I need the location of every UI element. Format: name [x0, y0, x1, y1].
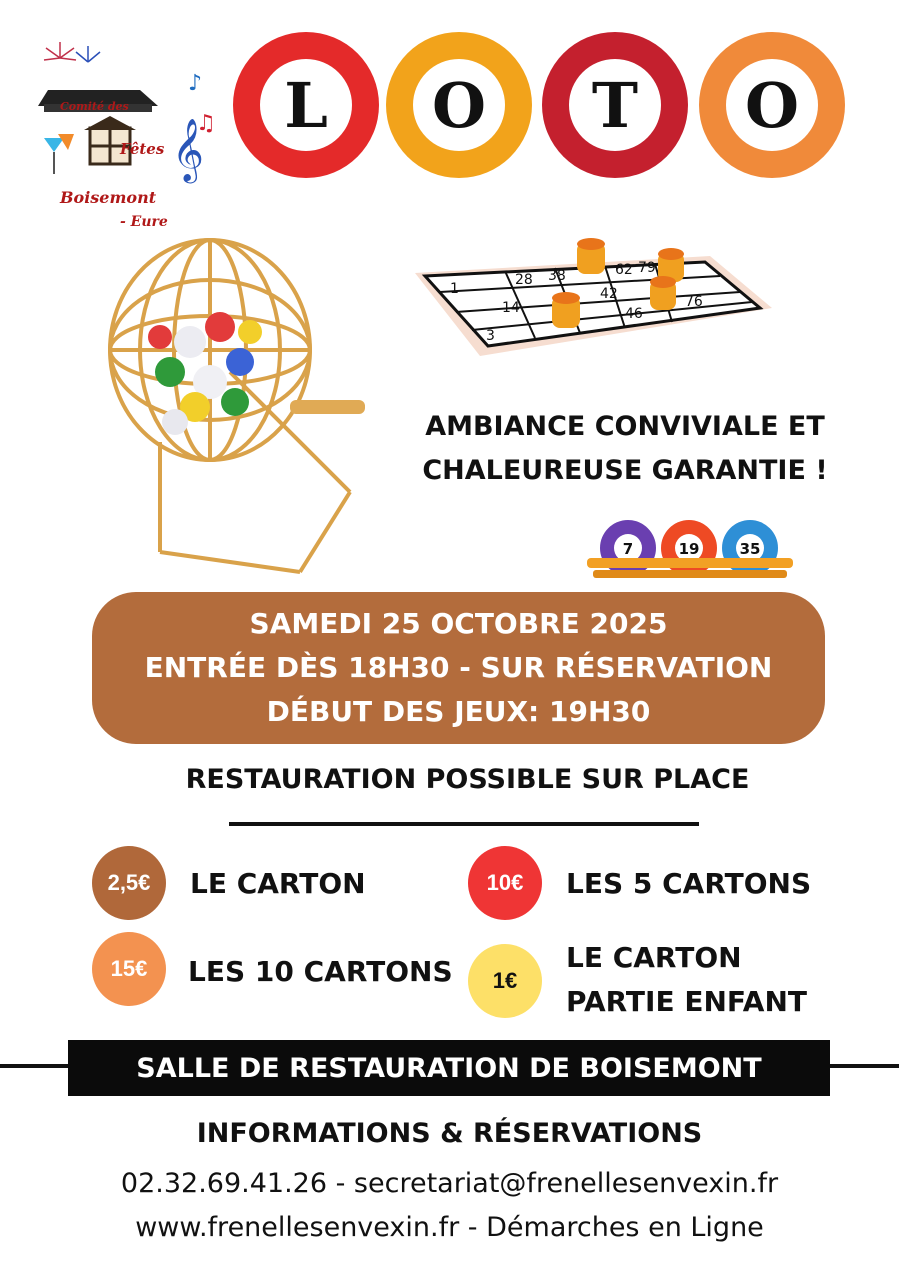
treble-clef-icon: 𝄞	[172, 118, 204, 181]
tagline-line1: AMBIANCE CONVIVIALE ET	[425, 411, 825, 442]
bingo-card-icon	[410, 238, 775, 366]
loto-letter: O	[726, 59, 818, 151]
card-number: 3	[486, 328, 495, 344]
venue-banner: SALLE DE RESTAURATION DE BOISEMONT	[68, 1040, 830, 1096]
tagline	[395, 405, 855, 493]
fireworks-icon	[44, 42, 76, 60]
loto-ball-2	[386, 32, 532, 178]
loto-letter: L	[260, 59, 352, 151]
price-label: LES 5 CARTONS	[566, 867, 812, 900]
event-details-banner	[92, 592, 825, 744]
price-label: LES 10 CARTONS	[188, 955, 453, 988]
bingo-cage-icon	[100, 232, 380, 577]
loto-ball-1	[233, 32, 379, 178]
event-date: SAMEDI 25 OCTOBRE 2025	[249, 607, 668, 640]
tagline-line2: CHALEUREUSE GARANTIE !	[422, 455, 828, 486]
loto-letter: T	[569, 59, 661, 151]
card-number: 46	[625, 306, 643, 322]
price-badge: 1€	[468, 944, 542, 1018]
contact-website: www.frenellesenvexin.fr - Démarches en Ligne	[135, 1212, 764, 1243]
card-number: 28	[515, 272, 533, 288]
card-number: 1	[450, 281, 459, 297]
restauration-note: RESTAURATION POSSIBLE SUR PLACE	[185, 764, 750, 795]
bingo-card-illustration	[410, 238, 775, 366]
contact-phone-email: 02.32.69.41.26 - secretariat@frenellesenvexin.fr	[120, 1168, 779, 1199]
bingo-cage-illustration	[100, 232, 380, 577]
logo-graphic	[30, 38, 220, 238]
price-label	[566, 936, 807, 1024]
price-label: LE CARTON	[190, 867, 366, 900]
divider	[229, 822, 699, 826]
price-label-line2: PARTIE ENFANT	[566, 985, 807, 1018]
tray-ball-number: 19	[678, 540, 700, 558]
logo-text-line1: Comité des	[60, 100, 129, 113]
ball-tray-illustration	[585, 518, 795, 584]
card-number: 79	[638, 260, 656, 276]
event-entry: ENTRÉE DÈS 18H30 - SUR RÉSERVATION	[144, 651, 773, 684]
loto-ball-3	[542, 32, 688, 178]
tray-ball-number: 7	[622, 540, 634, 558]
card-number: 14	[502, 300, 520, 316]
price-badge: 10€	[468, 846, 542, 920]
event-start: DÉBUT DES JEUX: 19H30	[266, 695, 651, 728]
price-badge: 2,5€	[92, 846, 166, 920]
card-number: 38	[548, 268, 566, 284]
card-number: 62	[615, 262, 633, 278]
committee-logo	[30, 38, 220, 238]
card-number: 42	[600, 286, 618, 302]
logo-text-line3: Boisemont	[60, 188, 157, 207]
info-title: INFORMATIONS & RÉSERVATIONS	[196, 1118, 703, 1149]
logo-text-line2: Fêtes	[120, 140, 165, 158]
loto-letter: O	[413, 59, 505, 151]
svg-text:♪: ♪	[188, 71, 203, 96]
logo-text-line4: - Eure	[120, 214, 168, 230]
loto-ball-4	[699, 32, 845, 178]
price-badge: 15€	[92, 932, 166, 1006]
card-number: 76	[685, 294, 703, 310]
tray-ball-number: 35	[739, 540, 761, 558]
ball-tray-icon	[585, 518, 795, 584]
svg-text:♫: ♫	[196, 111, 216, 136]
price-label-line1: LE CARTON	[566, 941, 742, 974]
